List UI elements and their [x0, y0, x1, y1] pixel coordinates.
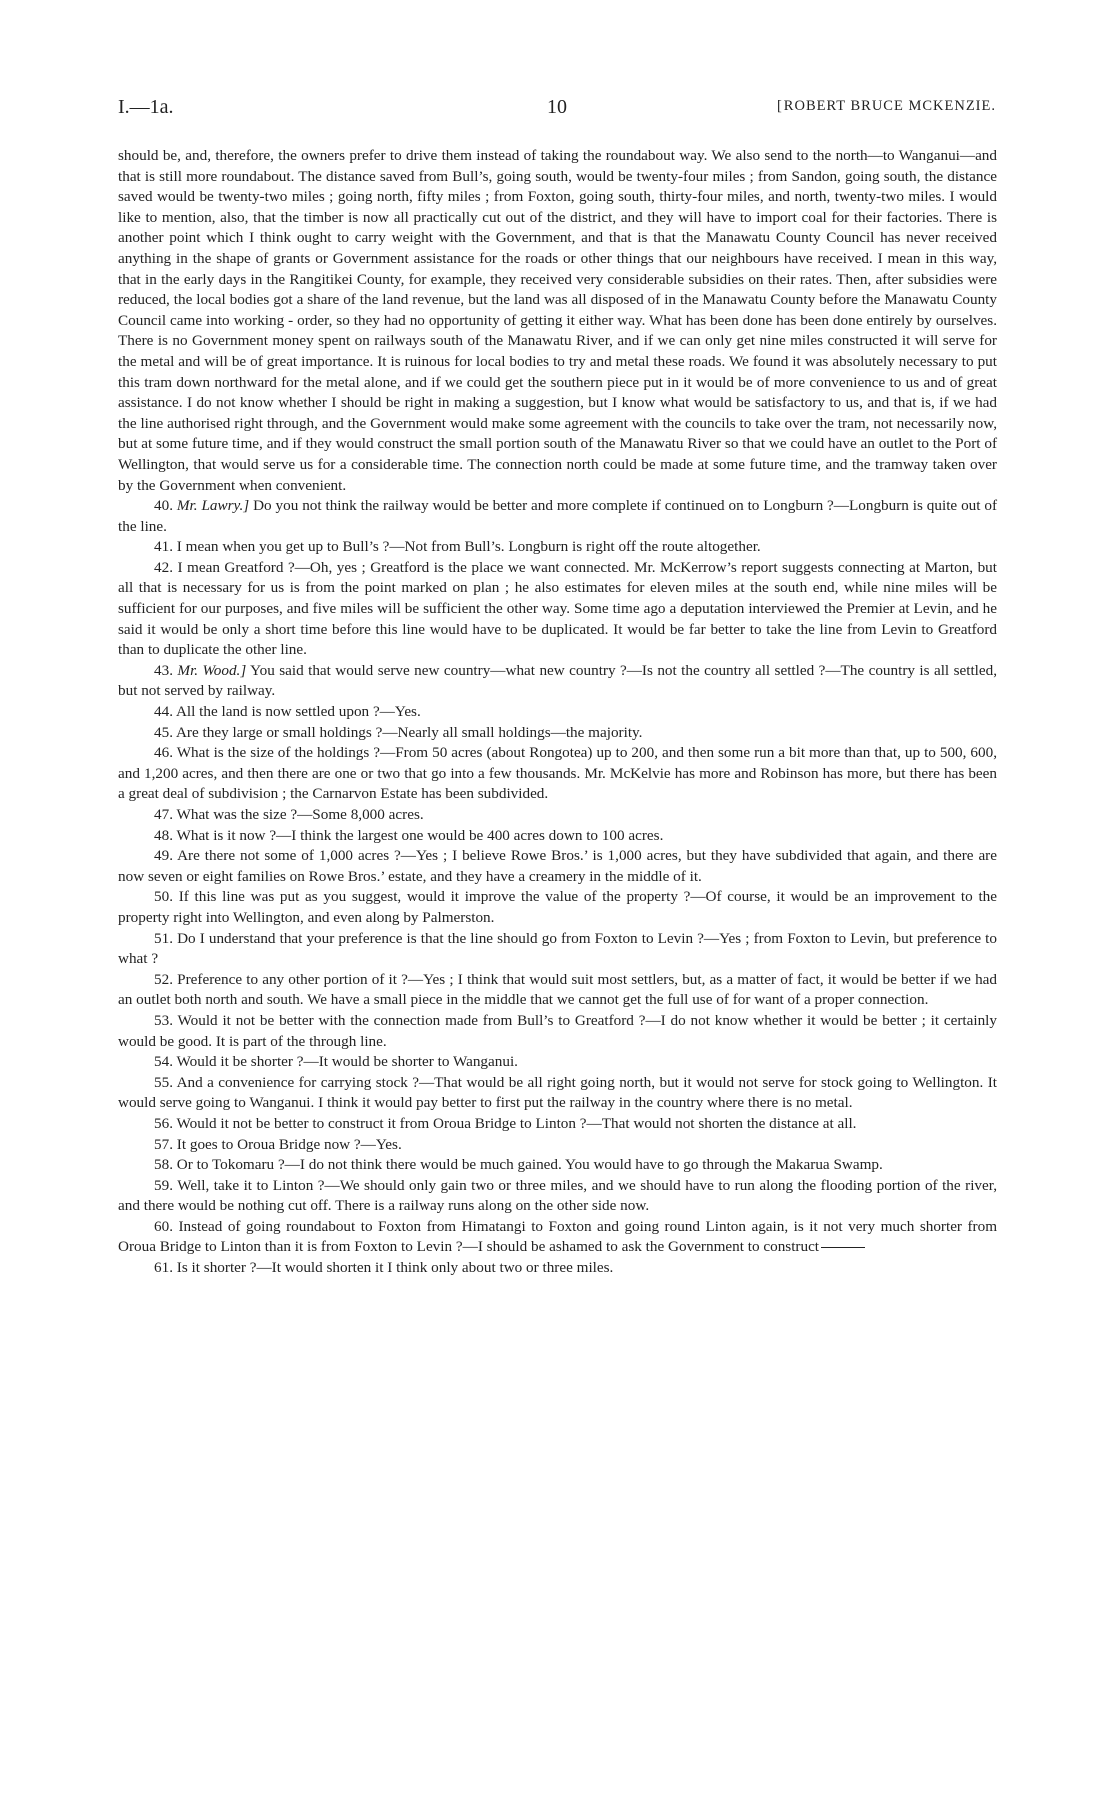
paper-reference: I.—1a.	[118, 96, 174, 118]
question-text: What is the size of the holdings ?—From 50 acres (about Rongotea) up to 200, and then some run a bit more than that, up to 500, 600, and 1,200 acres, and then there are one or two that go into a few thousands. Mr. McKelvie has more and Robinson has more, but there has been a great deal of subdivision ; the Carnarvon Estate has been subdivided.	[118, 744, 997, 803]
question-number: 57.	[154, 1135, 173, 1153]
question-43	[118, 661, 997, 702]
question-44	[118, 702, 997, 723]
question-text: Instead of going roundabout to Foxton from Himatangi to Foxton and going round Linton again, is it not very much shorter from Oroua Bridge to Linton than it is from Foxton to Levin ?—I should be ashamed to ask the Government to construct	[118, 1217, 998, 1256]
question-50	[118, 887, 997, 928]
speaker: Mr. Wood.]	[177, 661, 247, 679]
question-61	[118, 1258, 997, 1279]
question-text: Would it not be better with the connection made from Bull’s to Greatford ?—I do not know whether it would be better ; it certainly would be good. It is part of the through line.	[118, 1011, 997, 1050]
question-59	[118, 1176, 997, 1217]
question-52	[118, 970, 997, 1011]
interruption-dash	[821, 1247, 865, 1248]
question-text: Would it be shorter ?—It would be shorter to Wanganui.	[176, 1053, 518, 1071]
question-56	[118, 1114, 997, 1135]
question-text: I mean Greatford ?—Oh, yes ; Greatford is the place we want connected. Mr. McKerrow’s report suggests connecting at Marton, but all that is necessary for us is from the point marked on plan ; he also estimates for eleven miles at the south end, while nine miles will be sufficient for our purposes, and five miles will be sufficient the other way. Some time ago a deputation interviewed the Premier at Levin, and he said it would be only a short time before this line would have to be duplicated. It would be far better to take the line from Levin to Greatford than to duplicate the other line.	[118, 558, 997, 659]
question-41	[118, 537, 997, 558]
question-text: What was the size ?—Some 8,000 acres.	[176, 806, 424, 823]
question-47	[118, 805, 997, 826]
page-header	[118, 96, 996, 124]
question-text: Or to Tokomaru ?—I do not think there would be much gained. You would have to go through the Makarua Swamp.	[176, 1156, 883, 1174]
question-text: Preference to any other portion of it ?—Yes ; I think that would suit most settlers, but, as a matter of fact, it would be better if we had an outlet both north and south. We have a small piece in the middle that we cannot get the full use of for want of a proper connection.	[118, 970, 998, 1009]
document-body	[118, 146, 997, 1279]
question-text: I mean when you get up to Bull’s ?—Not from Bull’s. Longburn is right off the route altogether.	[176, 538, 761, 556]
question-number: 55.	[154, 1073, 173, 1091]
question-number: 61.	[154, 1259, 173, 1277]
question-number: 54.	[154, 1053, 173, 1071]
question-60	[118, 1217, 997, 1258]
question-number: 58.	[154, 1156, 173, 1174]
question-text: And a convenience for carrying stock ?—That would be all right going north, but it would not serve for stock going to Wellington. It would serve going to Wanganui. I think it would pay better to first put the railway in the country where there is no metal.	[118, 1073, 997, 1112]
question-number: 45.	[154, 723, 173, 741]
witness-name: [ ROBERT BRUCE MCKENZIE.	[777, 98, 996, 115]
page-number: 10	[547, 96, 567, 118]
question-number: 49.	[154, 847, 173, 865]
question-number: 50.	[154, 888, 173, 906]
question-number: 41.	[154, 538, 173, 556]
question-51	[118, 929, 997, 970]
question-text: Do I understand that your preference is that the line should go from Foxton to Levin ?—Yes ; from Foxton to Levin, but preference to what ?	[118, 929, 997, 968]
question-number: 59.	[154, 1176, 173, 1194]
question-number: 60.	[154, 1217, 173, 1235]
question-number: 48.	[154, 826, 173, 844]
question-text: What is it now ?—I think the largest one would be 400 acres down to 100 acres.	[176, 826, 664, 844]
question-number: 40.	[154, 497, 173, 515]
question-text: Is it shorter ?—It would shorten it I think only about two or three miles.	[176, 1259, 614, 1277]
question-text: If this line was put as you suggest, would it improve the value of the property ?—Of course, it would be an improvement to the property right into Wellington, and even along by Palmerston.	[118, 888, 997, 926]
question-text: Would it not be better to construct it from Oroua Bridge to Linton ?—That would not shorten the distance at all.	[176, 1114, 857, 1132]
question-text: Are they large or small holdings ?—Nearly all small holdings—the majority.	[175, 723, 643, 741]
question-55	[118, 1073, 997, 1114]
question-text: You said that would serve new country—what new country ?—Is not the country all settled ?—The country is all settled, but not served by railway.	[118, 661, 998, 700]
question-number: 53.	[154, 1011, 173, 1029]
question-57	[118, 1135, 997, 1156]
question-number: 52.	[154, 970, 173, 988]
opening-paragraph: should be, and, therefore, the owners prefer to drive them instead of taking the roundabout way. We also send to the north—to Wanganui—and that is still more roundabout. The distance saved from Bull’s, going south, would be twenty-four miles ; from Sandon, going south, the distance saved would be twenty-two miles ; going north, fifty miles ; from Foxton, going south, thirty-four miles, and north, twenty-two miles. I would like to mention, also, that the timber is now all practically cut out of the district, and they will have to import coal for their factories. There is another point which I think ought to carry weight with the Government, and that is that the Manawatu County Council has never received anything in the shape of grants or Government assistance for the roads or other things that our neighbours have received. I mean in this way, that in the early days in the Rangitikei County, for example, they received very considerable subsidies on their rates. Then, after subsidies were reduced, the local bodies got a share of the land revenue, but the land was all disposed of in the Manawatu County before the Manawatu County Council came into working - order, so they had no opportunity of getting it either way. What has been done has been done entirely by ourselves. There is no Government money spent on railways south of the Manawatu River, and if we can only get nine miles constructed it will serve for the metal and will be of great importance. It is ruinous for local bodies to try and metal these roads. We found it was absolutely necessary to put this tram down northward for the metal alone, and if we could get the southern piece put in it would be of more convenience to us and of great assistance. I do not know whether I should be right in making a suggestion, but I know what would be satisfactory to us, and that is, if we had the line authorised right through, and the Government would make some agreement with the councils to take over the tram, not necessarily now, but at some future time, and if they would construct the small portion south of the Manawatu River so that we could have an outlet to the Port of Wellington, that would serve us for a considerable time. The connection north could be made at some future time, and the tramway taken over by the Government when convenient.	[118, 147, 997, 494]
question-53	[118, 1011, 997, 1052]
question-49	[118, 846, 997, 887]
question-text: Are there not some of 1,000 acres ?—Yes ; I believe Rowe Bros.’ is 1,000 acres, but they have subdivided that again, and there are now seven or eight families on Rowe Bros.’ estate, and they have a creamery in the middle of it.	[118, 847, 997, 885]
question-number: 42.	[154, 558, 173, 576]
question-number: 46.	[154, 744, 173, 762]
question-number: 43.	[154, 661, 173, 679]
question-number: 56.	[154, 1114, 173, 1132]
speaker: Mr. Lawry.]	[176, 497, 250, 515]
question-text: Well, take it to Linton ?—We should only gain two or three miles, and we should have to run along the flooding portion of the river, and there would be nothing cut off. There is a railway runs along on the other side now.	[118, 1176, 997, 1215]
question-number: 47.	[154, 806, 173, 823]
question-text: It goes to Oroua Bridge now ?—Yes.	[176, 1135, 402, 1153]
question-text: Do you not think the railway would be better and more complete if continued on to Longburn ?—Longburn is quite out of the line.	[118, 497, 998, 535]
question-48	[118, 826, 997, 847]
question-58	[118, 1155, 997, 1176]
question-40	[118, 496, 997, 537]
question-42	[118, 558, 997, 661]
question-number: 51.	[154, 929, 173, 947]
question-text: All the land is now settled upon ?—Yes.	[175, 703, 421, 721]
question-54	[118, 1052, 997, 1073]
question-number: 44.	[154, 703, 173, 721]
question-45	[118, 723, 997, 744]
question-46	[118, 743, 997, 805]
